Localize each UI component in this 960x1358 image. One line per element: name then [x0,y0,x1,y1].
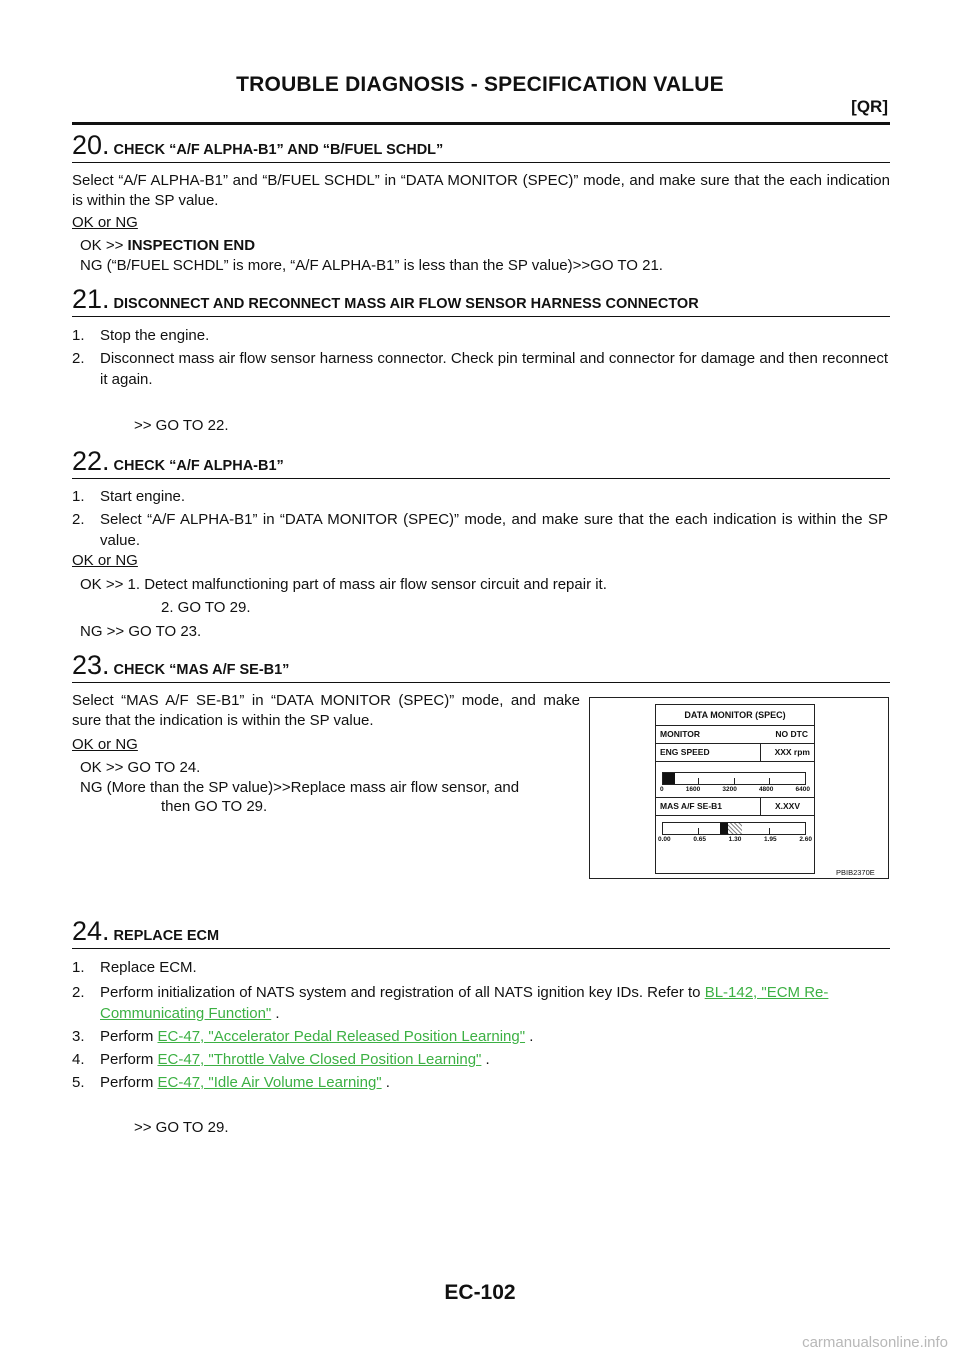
ok-or-ng: OK or NG [72,736,138,753]
list-item: 4. Perform EC-47, "Throttle Valve Closed Position Learning" . [72,1051,490,1068]
link-idle-air-volume-learning[interactable]: EC-47, "Idle Air Volume Learning" [157,1074,382,1091]
list-item: 2. Disconnect mass air flow sensor harness connector. Check pin terminal and connector for damage and then reconnect it again. [72,350,888,388]
ok-or-ng: OK or NG [72,552,138,569]
status-label: NO DTC [775,729,808,739]
gauge-fill [663,773,675,784]
link-accelerator-pedal-learning[interactable]: EC-47, "Accelerator Pedal Released Position Learning" [157,1028,526,1045]
ng-line: NG >> GO TO 23. [80,623,202,640]
mas-af-scale: 0.00 0.65 1.30 1.95 2.60 [658,836,812,843]
ok-line: OK >> INSPECTION END [80,237,256,254]
eng-speed-scale: 0 1600 3200 4800 6400 [660,786,810,793]
link-bl-142[interactable]: BL-142, "ECM Re-Communicating Function" [100,984,829,1022]
goto-line: >> GO TO 29. [134,1119,229,1136]
list-item: 5. Perform EC-47, "Idle Air Volume Learning" . [72,1074,390,1091]
list-item: 3. Perform EC-47, "Accelerator Pedal Released Position Learning" . [72,1028,534,1045]
gauge-range [728,823,742,834]
engine-code: [QR] [851,97,888,116]
ng-line: NG (More than the SP value)>>Replace mass air flow sensor, and [80,779,520,796]
gauge-needle [720,823,728,834]
section-divider [72,162,890,163]
monitor-label: MONITOR [660,729,700,739]
page-title: TROUBLE DIAGNOSIS - SPECIFICATION VALUE [236,73,724,96]
ok-or-ng: OK or NG [72,214,138,231]
list-item: 1. Replace ECM. [72,959,197,976]
ok-line-2: 2. GO TO 29. [161,599,251,616]
section-24-heading: 24. REPLACE ECM [72,916,220,946]
section-20-heading: 20. CHECK “A/F ALPHA-B1” AND “B/FUEL SCHDL” [72,130,444,160]
link-throttle-valve-learning[interactable]: EC-47, "Throttle Valve Closed Position Learning" [157,1051,482,1068]
section-21-heading: 21. DISCONNECT AND RECONNECT MASS AIR FLOW SENSOR HARNESS CONNECTOR [72,284,699,314]
ok-line: OK >> 1. Detect malfunctioning part of mass air flow sensor circuit and repair it. [80,576,607,593]
data-monitor-panel [655,704,815,874]
ng-line: NG (“B/FUEL SCHDL” is more, “A/F ALPHA-B1” is less than the SP value)>>GO TO 21. [80,257,663,274]
section-23-text: Select “MAS A/F SE-B1” in “DATA MONITOR (SPEC)” mode, and make sure that the indication is within the SP value. [72,692,580,729]
eng-speed-label: ENG SPEED [660,747,710,757]
panel-title: DATA MONITOR (SPEC) [684,710,786,720]
mas-af-value: X.XXV [774,801,800,811]
mas-af-label: MAS A/F SE-B1 [660,801,723,811]
mas-af-gauge [662,822,806,835]
ng-line-2: then GO TO 29. [161,798,268,815]
section-23-heading: 23. CHECK “MAS A/F SE-B1” [72,650,290,680]
header-divider [72,122,890,125]
list-item: 2. Select “A/F ALPHA-B1” in “DATA MONITOR (SPEC)” mode, and make sure that the each indication is within the SP value. [72,511,888,549]
list-item: 2. Perform initialization of NATS system and registration of all NATS ignition key IDs. Refer to BL-142, "ECM Re-Communicating Function" . [72,984,829,1022]
list-item: 1. Stop the engine. [72,327,210,344]
section-20-text: Select “A/F ALPHA-B1” and “B/FUEL SCHDL” in “DATA MONITOR (SPEC)” mode, and make sure that the each indication is within the SP value. [72,172,890,209]
list-item: 1. Start engine. [72,488,186,505]
watermark: carmanualsonline.info [802,1334,948,1351]
ok-line: OK >> GO TO 24. [80,759,201,776]
page-number: EC-102 [444,1281,516,1304]
section-divider [72,316,890,317]
figure-code: PBIB2370E [836,868,875,877]
section-divider [72,478,890,479]
section-22-heading: 22. CHECK “A/F ALPHA-B1” [72,446,284,476]
section-divider [72,682,890,683]
goto-line: >> GO TO 22. [134,417,229,434]
eng-speed-value: XXX rpm [774,747,810,757]
section-divider [72,948,890,949]
eng-speed-gauge [662,772,806,785]
